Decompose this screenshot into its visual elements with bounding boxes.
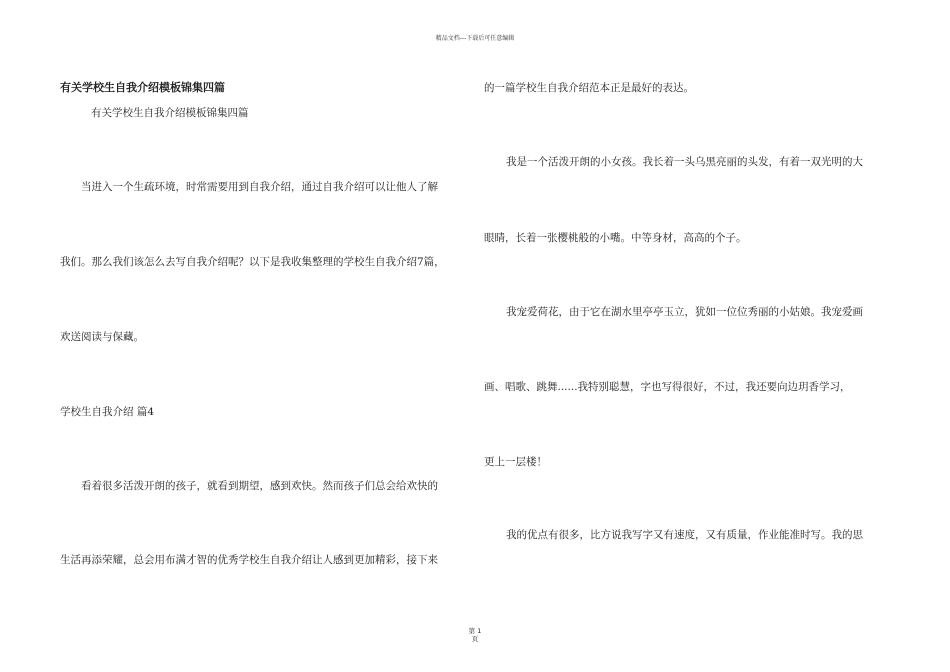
- paragraph-line: 我是一个活泼开朗的小女孩。我长着一头乌黑亮丽的头发，有着一双光明的大: [506, 156, 863, 168]
- paragraph-line: 画、唱歌、跳舞......我特别聪慧，字也写得很好，不过，我还要向边玥香学习，: [484, 381, 851, 393]
- paragraph-line: 我宠爱荷花，由于它在湖水里亭亭玉立，犹如一位位秀丽的小姑娘。我宠爱画: [506, 306, 863, 318]
- paragraph-line: 我们。那么我们该怎么去写自我介绍呢？以下是我收集整理的学校生自我介绍7篇，: [60, 256, 445, 268]
- document-subtitle: 有关学校生自我介绍模板锦集四篇: [91, 107, 249, 119]
- paragraph-line: 当进入一个生疏环境，时常需要用到自我介绍，通过自我介绍可以让他人了解: [81, 181, 438, 193]
- paragraph-line: 更上一层楼！: [484, 456, 547, 468]
- section-heading: 学校生自我介绍 篇4: [60, 406, 155, 418]
- paragraph-line: 我的优点有很多，比方说我写字又有速度，又有质量，作业能准时写。我的思: [506, 529, 863, 541]
- page-number: [0, 627, 950, 643]
- header-note: 精品文档---下载后可任意编辑: [435, 35, 515, 42]
- page-number-unit: 页: [471, 635, 479, 643]
- paragraph-line: 的一篇学校生自我介绍范本正是最好的表达。: [484, 82, 694, 94]
- paragraph-line: 眼睛，长着一张樱桃般的小嘴。中等身材，高高的个子。: [484, 232, 747, 244]
- paragraph-line: 生活再添荣耀，总会用布满才智的优秀学校生自我介绍让人感到更加精彩，接下来: [60, 554, 438, 566]
- document-title: 有关学校生自我介绍模板锦集四篇: [60, 81, 225, 94]
- paragraph-line: 看着很多活泼开朗的孩子，就看到期望，感到欢快。然而孩子们总会给欢快的: [81, 480, 438, 492]
- page-number-label: 第 1: [468, 627, 482, 635]
- paragraph-line: 欢送阅读与保藏。: [60, 331, 144, 343]
